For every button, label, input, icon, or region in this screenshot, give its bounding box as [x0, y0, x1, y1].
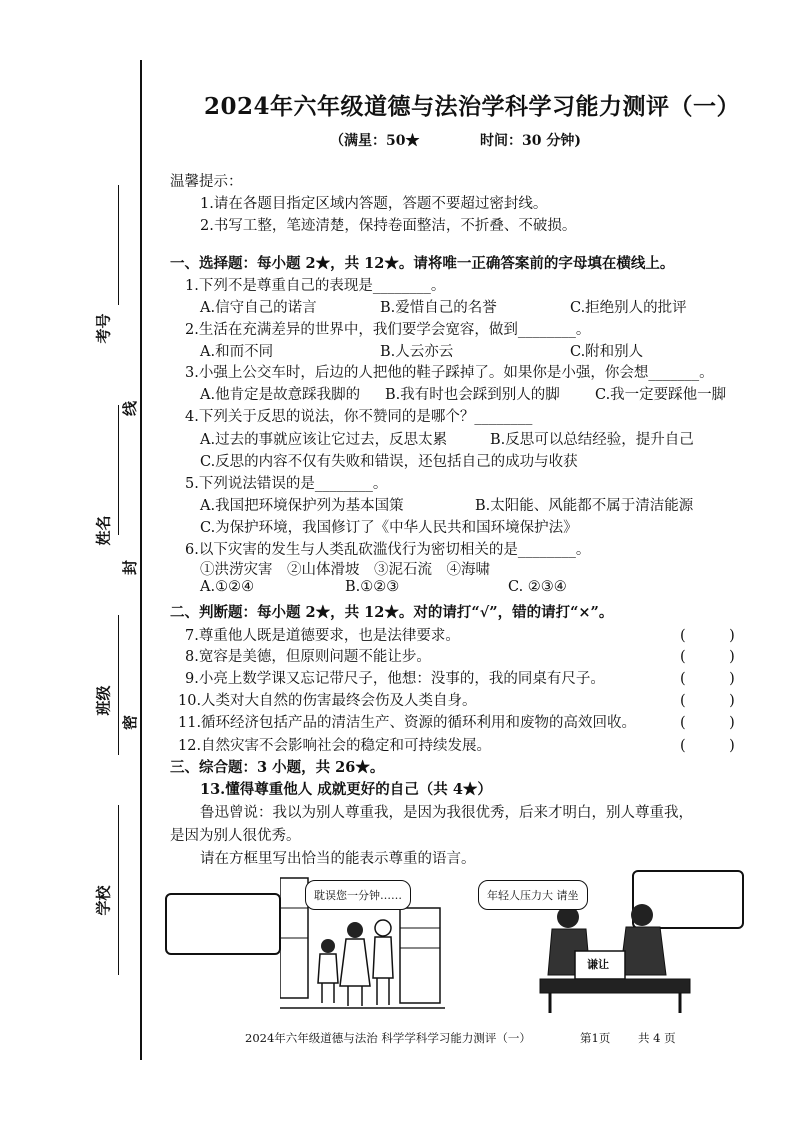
seal-line-label: 线 [121, 400, 140, 417]
q2-option-a: A.和而不同 [200, 344, 274, 360]
binding-line [140, 60, 142, 1060]
q5-option-b: B.太阳能、风能都不属于清洁能源 [475, 498, 694, 514]
speech-bubble-right: 年轻人压力大 请坐 [478, 880, 588, 910]
q6-option-c: C. ②③④ [508, 579, 567, 595]
q4-stem: 4.下列关于反思的说法，你不赞同的是哪个？________ [185, 409, 533, 425]
q13-title: 13.懂得尊重他人 成就更好的自己（共 4★） [200, 781, 492, 798]
section3-heading: 三、综合题：3 小题，共 26★。 [170, 759, 385, 776]
name-underline [118, 405, 121, 535]
q4-option-c: C.反思的内容不仅有失败和错误，还包括自己的成功与收获 [200, 454, 578, 470]
q6-list: ①洪涝灾害 ②山体滑坡 ③泥石流 ④海啸 [200, 562, 490, 578]
school-label: 学校 [94, 885, 113, 916]
quote-line-1: 鲁迅曾说：我以为别人尊重我，是因为我很优秀，后来才明白，别人尊重我， [200, 805, 693, 821]
q2-stem: 2.生活在充满差异的世界中，我们要学会宽容，做到________。 [185, 322, 591, 338]
judge-item: 10.人类对大自然的伤害最终会伤及人类自身。 [178, 693, 477, 709]
q4-option-b: B.反思可以总结经验，提升自己 [490, 432, 694, 448]
section1-heading: 一、选择题：每小题 2★，共 12★。请将唯一正确答案前的字母填在横线上。 [170, 255, 675, 272]
quote-line-2: 是因为别人很优秀。 [170, 828, 301, 844]
bench-illustration [520, 895, 720, 1015]
judge-item: 7.尊重他人既是道德要求，也是法律要求。 [185, 628, 460, 644]
class-underline [118, 615, 121, 755]
q1-option-c: C.拒绝别人的批评 [570, 300, 687, 316]
q3-option-c: C.我一定要踩他一脚 [595, 387, 727, 403]
time-limit: 时间：30 分钟) [480, 133, 581, 149]
tip-item: 2.书写工整，笔迹清楚，保持卷面整洁，不折叠、不破损。 [200, 218, 577, 234]
class-label: 班级 [94, 685, 113, 716]
seal-feng-label: 封 [121, 559, 140, 576]
q3-option-b: B.我有时也会踩到别人的脚 [385, 387, 560, 403]
page-title: 2024年六年级道德与法治学科学习能力测评（一） [203, 93, 740, 120]
q6-stem: 6.以下灾害的发生与人类乱砍滥伐行为密切相关的是________。 [185, 542, 591, 558]
judge-item: 9.小亮上数学课又忘记带尺子，他想：没事的，我的同桌有尺子。 [185, 671, 605, 687]
q2-option-c: C.附和别人 [570, 344, 644, 360]
judge-item: 8.宽容是美德，但原则问题不能让步。 [185, 649, 431, 665]
exam-no-underline [118, 185, 121, 305]
q1-stem: 1.下列不是尊重自己的表现是________。 [185, 278, 446, 294]
answer-paren: ( ) [680, 671, 735, 687]
q5-option-a: A.我国把环境保护列为基本国策 [200, 498, 404, 514]
answer-paren: ( ) [680, 693, 735, 709]
tips-heading: 温馨提示： [170, 174, 243, 190]
section2-heading: 二、判断题：每小题 2★，共 12★。对的请打“√”，错的请打“×”。 [170, 604, 614, 621]
q5-stem: 5.下列说法错误的是________。 [185, 476, 388, 492]
answer-paren: ( ) [680, 738, 735, 754]
q2-option-b: B.人云亦云 [380, 344, 454, 360]
exam-no-label: 考号 [94, 313, 113, 344]
school-underline [118, 805, 121, 975]
q5-option-c: C.为保护环境，我国修订了《中华人民共和国环境保护法》 [200, 520, 578, 536]
answer-box-left[interactable] [165, 893, 281, 955]
tip-item: 1.请在各题目指定区域内答题，答题不要超过密封线。 [200, 196, 548, 212]
q1-option-b: B.爱惜自己的名誉 [380, 300, 497, 316]
bench-sign: 谦让 [587, 958, 609, 971]
judge-item: 12.自然灾害不会影响社会的稳定和可持续发展。 [178, 738, 492, 754]
name-label: 姓名 [94, 515, 113, 546]
q6-option-a: A.①②④ [200, 579, 255, 595]
footer-text: 2024年六年级道德与法治 科学学科学习能力测评（一） [245, 1031, 531, 1045]
full-score: （满星：50★ [330, 133, 420, 149]
q3-stem: 3.小强上公交车时，后边的人把他的鞋子踩掉了。如果你是小强，你会想_______。 [185, 365, 714, 381]
q6-option-b: B.①②③ [345, 579, 400, 595]
q1-option-a: A.信守自己的诺言 [200, 300, 317, 316]
seal-mi-label: 密 [121, 714, 140, 731]
speech-bubble-left: 耽误您一分钟…… [305, 880, 411, 910]
answer-paren: ( ) [680, 628, 735, 644]
answer-paren: ( ) [680, 649, 735, 665]
q3-option-a: A.他肯定是故意踩我脚的 [200, 387, 361, 403]
judge-item: 11.循环经济包括产品的清洁生产、资源的循环利用和废物的高效回收。 [178, 715, 637, 731]
answer-paren: ( ) [680, 715, 735, 731]
q4-option-a: A.过去的事就应该让它过去，反思太累 [200, 432, 448, 448]
q13-instruction: 请在方框里写出恰当的能表示尊重的语言。 [200, 851, 476, 867]
total-pages: 共 4 页 [638, 1031, 676, 1045]
page-number: 第1页 [580, 1031, 611, 1045]
